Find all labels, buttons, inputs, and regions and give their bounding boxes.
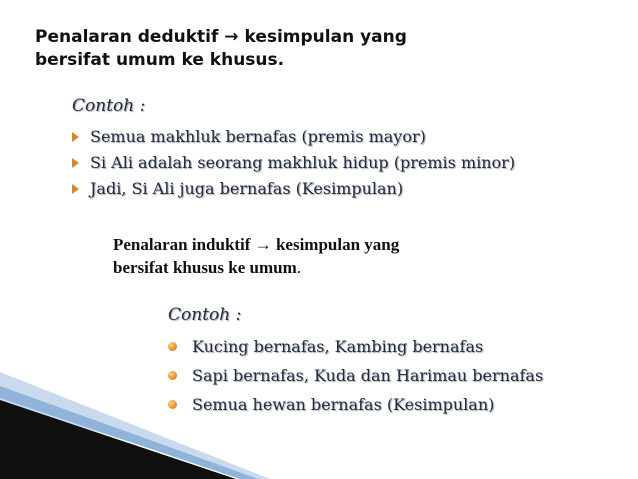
deduktif-heading-line-2: bersifat umum ke khusus.	[35, 50, 285, 70]
list-item-text: Si Ali adalah seorang makhluk hidup (premis minor)	[90, 153, 516, 172]
right-arrow-icon: →	[224, 27, 239, 47]
induktif-direction-text: bersifat khusus ke umum	[113, 258, 297, 277]
deduktif-conclusion-text: kesimpulan yang	[238, 27, 407, 47]
list-item-text: Semua hewan bernafas (Kesimpulan)	[192, 395, 495, 414]
deduktif-example-label: Contoh :	[72, 96, 146, 116]
list-item-text: Semua makhluk bernafas (premis mayor)	[90, 127, 426, 146]
list-item-text: Kucing bernafas, Kambing bernafas	[192, 337, 484, 356]
induktif-term: Penalaran induktif	[113, 235, 255, 254]
list-item-text: Jadi, Si Ali juga bernafas (Kesimpulan)	[90, 179, 404, 198]
induktif-period: .	[296, 258, 301, 277]
deduktif-term: Penalaran deduktif	[35, 27, 225, 47]
induktif-example-label: Contoh :	[168, 305, 242, 325]
swoosh-dark-band	[0, 400, 236, 479]
right-arrow-icon: →	[254, 235, 272, 254]
induktif-conclusion-text: kesimpulan yang	[271, 235, 400, 254]
list-item-text: Sapi bernafas, Kuda dan Harimau bernafas	[192, 366, 544, 385]
